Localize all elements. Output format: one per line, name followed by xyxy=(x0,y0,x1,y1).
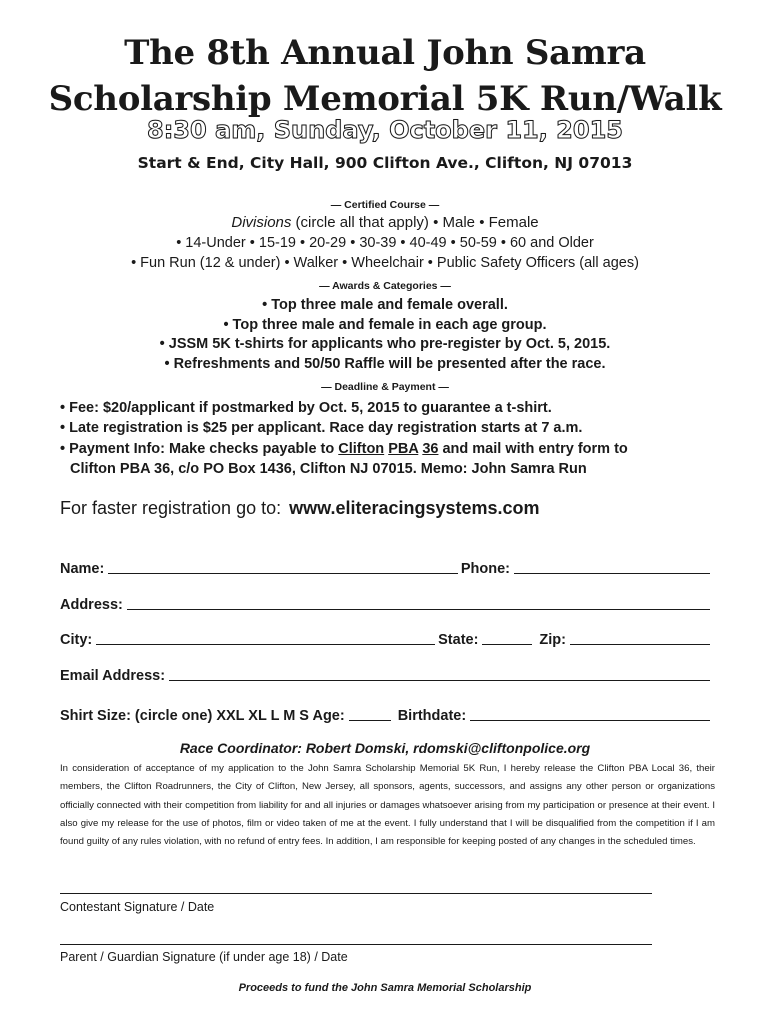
zip-field[interactable] xyxy=(570,644,710,645)
online-registration xyxy=(60,498,540,519)
registration-url[interactable]: www.eliteracingsystems.com xyxy=(289,498,540,518)
awards-heading: — Awards & Categories — xyxy=(319,280,451,292)
age-field[interactable] xyxy=(349,720,391,721)
divisions-age-groups: • 14-Under • 15-19 • 20-29 • 30-39 • 40-49 • 50-59 • 60 and Older xyxy=(176,235,594,251)
contestant-signature-label: Contestant Signature / Date xyxy=(60,900,215,914)
city-state-zip-row xyxy=(60,628,713,648)
payee-clifton: Clifton xyxy=(338,441,385,457)
guardian-signature-label: Parent / Guardian Signature (if under age 18) / Date xyxy=(60,950,348,964)
payment-heading: — Deadline & Payment — xyxy=(321,381,449,393)
contestant-signature-line[interactable] xyxy=(60,893,652,894)
shirt-age-birthdate-row xyxy=(60,704,713,724)
birthdate-label: Birthdate: xyxy=(397,708,467,724)
divisions-line-1 xyxy=(0,214,770,232)
award-item: • Refreshments and 50/50 Raffle will be presented after the race. xyxy=(164,356,606,372)
phone-label: Phone: xyxy=(460,561,510,577)
event-datetime: 8:30 am, Sunday, October 11, 2015 xyxy=(147,116,623,144)
award-item: • Top three male and female in each age group. xyxy=(223,317,547,333)
guardian-signature-line[interactable] xyxy=(60,944,652,945)
title-line-1: The 8th Annual John Samra xyxy=(124,33,646,73)
birthdate-field[interactable] xyxy=(470,720,710,721)
address-field[interactable] xyxy=(127,609,710,610)
divisions-categories: • Fun Run (12 & under) • Walker • Wheelchair • Public Safety Officers (all ages) xyxy=(131,255,639,271)
mailing-address-line: Clifton PBA 36, c/o PO Box 1436, Clifton NJ 07015. Memo: John Samra Run xyxy=(70,461,587,477)
payment-info-suffix: and mail with entry form to xyxy=(438,441,628,457)
name-label: Name: xyxy=(60,561,105,577)
phone-field[interactable] xyxy=(514,573,710,574)
email-label: Email Address: xyxy=(60,668,166,684)
state-label: State: xyxy=(438,632,479,648)
footer-note: Proceeds to fund the John Samra Memorial Scholarship xyxy=(238,982,532,994)
fee-line: • Fee: $20/applicant if postmarked by Oct. 5, 2015 to guarantee a t-shirt. xyxy=(60,400,552,416)
email-field[interactable] xyxy=(169,680,710,681)
state-field[interactable] xyxy=(482,644,532,645)
payee-pba: PBA xyxy=(388,441,419,457)
name-field[interactable] xyxy=(108,573,458,574)
city-label: City: xyxy=(60,632,93,648)
zip-label: Zip: xyxy=(539,632,566,648)
divisions-options: (circle all that apply) • Male • Female xyxy=(291,214,539,231)
payment-info-prefix: • Payment Info: Make checks payable to xyxy=(60,441,339,457)
certified-course-heading: — Certified Course — xyxy=(330,199,440,211)
payee-36: 36 xyxy=(422,441,439,457)
race-coordinator: Race Coordinator: Robert Domski, rdomski@cliftonpolice.org xyxy=(179,740,591,756)
email-row xyxy=(60,664,713,684)
event-location: Start & End, City Hall, 900 Clifton Ave., Clifton, NJ 07013 xyxy=(137,154,633,172)
address-row xyxy=(60,593,713,613)
divisions-label: Divisions xyxy=(231,214,292,231)
payment-info-line xyxy=(60,440,628,458)
online-registration-text: For faster registration go to: xyxy=(60,498,282,518)
city-field[interactable] xyxy=(96,644,435,645)
title-line-2: Scholarship Memorial 5K Run/Walk xyxy=(48,79,722,119)
waiver-text: In consideration of acceptance of my application to the John Samra Scholarship Memorial 5K Run, I hereby release the Clifton PBA Local 36, their members, the Clifton Roadrunners, the City of Clifton, New Jersey, all sponsors, agents, successors, and assigns any other person or organizations officially connected with their competition from liability for and all injuries or damages whatsoever arising from my participation or presence at their event. I also give my release for the use of photos, film or video taken of me at the event. I fully understand that I will be disqualified from the competition if I am found guilty of any rules violation, with no refund of entry fees. In addition, I am responsible for keeping posted of any changes in the scheduled times. xyxy=(60,763,715,848)
shirt-size-label: Shirt Size: (circle one) XXL XL L M S Age: xyxy=(60,708,345,724)
award-item: • Top three male and female overall. xyxy=(262,297,508,313)
address-label: Address: xyxy=(60,597,123,613)
late-registration-line: • Late registration is $25 per applicant. Race day registration starts at 7 a.m. xyxy=(60,420,583,436)
award-item: • JSSM 5K t-shirts for applicants who pre-register by Oct. 5, 2015. xyxy=(159,336,611,352)
name-phone-row xyxy=(60,557,713,577)
